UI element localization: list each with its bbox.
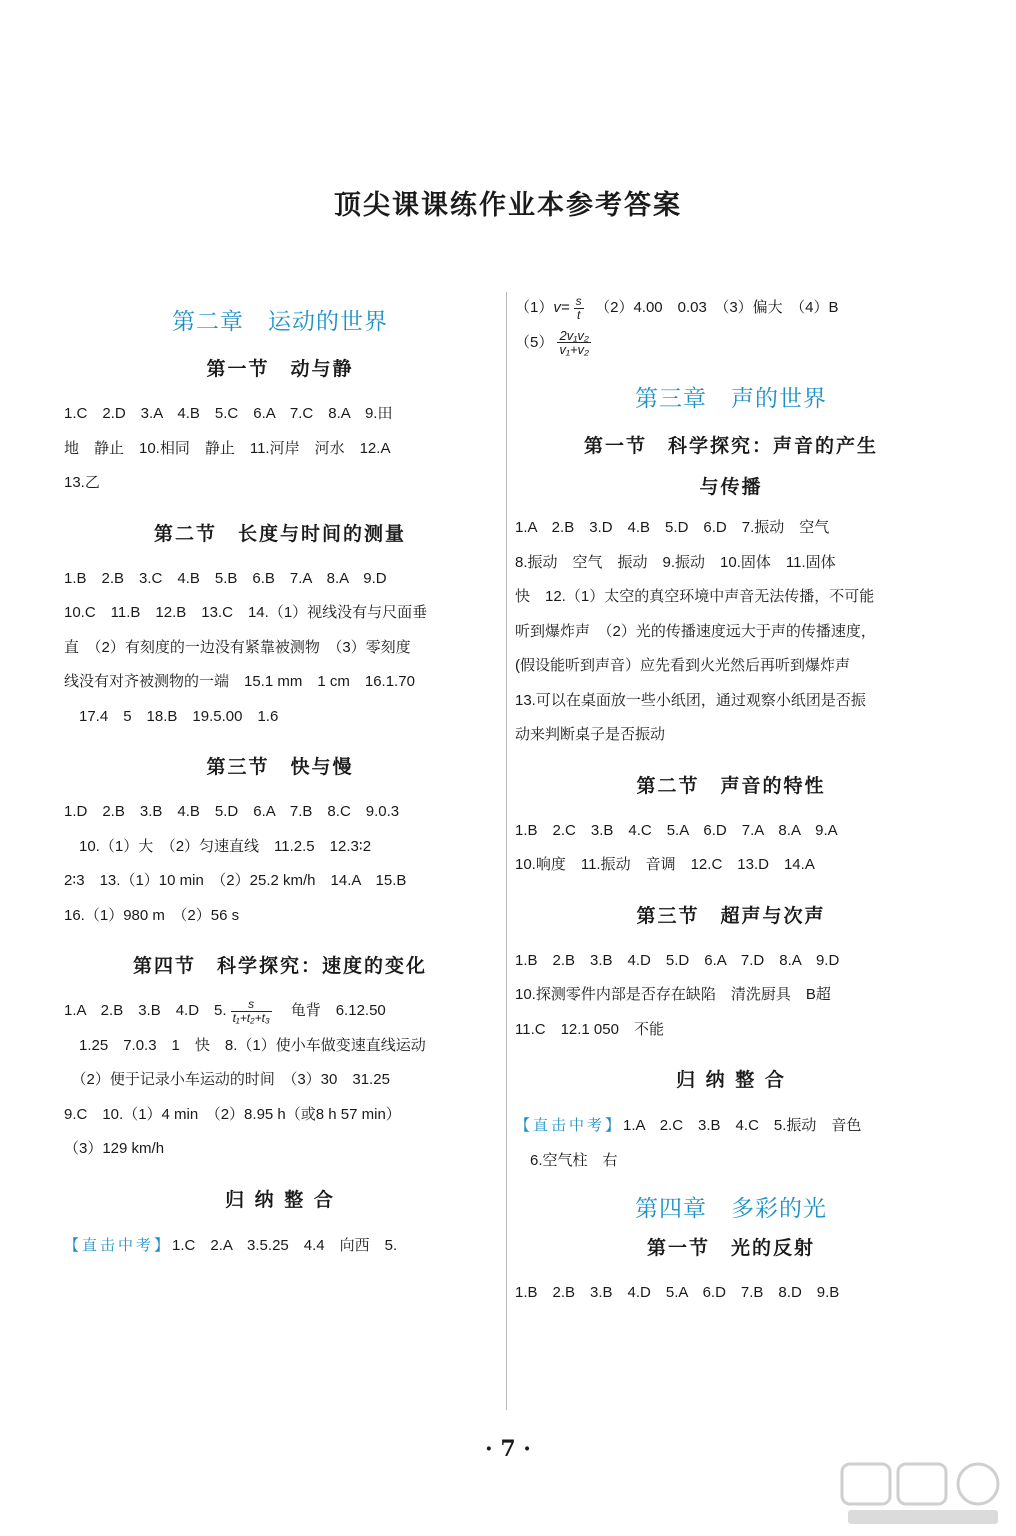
answers-block bbox=[64, 397, 496, 501]
section-heading: 第二节 长度与时间的测量 bbox=[153, 522, 406, 545]
answer-line bbox=[515, 1108, 947, 1144]
answer-line: 1.B 2.C 3.B 4.C 5.A 6.D 7.A 8.A 9.A bbox=[515, 821, 838, 839]
answer-line: 线没有对齐被测物的一端 15.1 mm 1 cm 16.1.70 bbox=[64, 673, 415, 690]
answer-line: 动来判断桌子是否振动 bbox=[515, 726, 666, 743]
fraction bbox=[574, 295, 584, 322]
answer-text: 1.A 2.B 3.B 4.D 5. bbox=[64, 1002, 227, 1019]
exam-tag: 【直击中考】 bbox=[515, 1116, 624, 1134]
answer-line: 10.C 11.B 12.B 13.C 14.（1）视线没有与尺面垂 bbox=[64, 604, 428, 621]
answer-line: 听到爆炸声 （2）光的传播速度远大于声的传播速度， bbox=[515, 622, 876, 640]
answers-block bbox=[64, 1228, 496, 1264]
answers-block bbox=[515, 1108, 947, 1178]
fraction bbox=[557, 329, 591, 356]
page-number: · 7 · bbox=[485, 1436, 531, 1462]
chapter-4-heading: 第四章 多彩的光 bbox=[635, 1196, 827, 1222]
page-title: 顶尖课课练作业本参考答案 bbox=[334, 190, 682, 221]
answers-block bbox=[515, 944, 947, 1048]
fraction-denominator: v₁+v₂ bbox=[559, 342, 589, 358]
answers-block bbox=[64, 795, 496, 933]
answer-text: （1） bbox=[515, 299, 554, 316]
answer-line: 1.B 2.B 3.B 4.D 5.A 6.D 7.B 8.D 9.B bbox=[515, 1284, 840, 1301]
answer-text: （2）4.00 0.03 （3）偏大 （4）B bbox=[587, 299, 839, 316]
answer-text: 1.C 2.A 3.5.25 4.4 向西 5. bbox=[172, 1236, 398, 1254]
fraction-numerator: s bbox=[575, 293, 582, 308]
chapter-3-heading: 第三章 声的世界 bbox=[635, 386, 827, 412]
fraction-denominator: t₁+t₂+t₃ bbox=[232, 1010, 270, 1025]
section-heading: 第三节 快与慢 bbox=[206, 756, 354, 778]
answer-line: 11.C 12.1 050 不能 bbox=[515, 1020, 664, 1038]
answer-line: 1.C 2.D 3.A 4.B 5.C 6.A 7.C 8.A 9.田 bbox=[64, 405, 393, 422]
section-heading: 第三节 超声与次声 bbox=[636, 904, 826, 927]
fraction bbox=[231, 998, 272, 1025]
answers-block bbox=[515, 1276, 947, 1311]
watermark-logo bbox=[838, 1460, 1008, 1530]
chapter-2-heading: 第二章 运动的世界 bbox=[172, 309, 388, 335]
answer-text: 1.A 2.C 3.B 4.C 5.振动 音色 bbox=[623, 1117, 862, 1134]
answer-line: 1.B 2.B 3.C 4.B 5.B 6.B 7.A 8.A 9.D bbox=[64, 569, 387, 587]
answer-line: 1.25 7.0.3 1 快 8.（1）使小车做变速直线运动 bbox=[64, 1036, 426, 1054]
answer-line: 9.C 10.（1）4 min （2）8.95 h（或8 h 57 min） bbox=[64, 1105, 401, 1123]
answer-line: 6.空气柱 右 bbox=[515, 1151, 618, 1169]
answers-block bbox=[515, 814, 947, 883]
answer-line: 8.振动 空气 振动 9.振动 10.固体 11.固体 bbox=[515, 553, 836, 571]
section-heading bbox=[515, 431, 947, 499]
answer-line: 13.乙 bbox=[64, 474, 100, 491]
section-title-line: 与传播 bbox=[699, 476, 763, 498]
answer-line: 1.D 2.B 3.B 4.B 5.D 6.A 7.B 8.C 9.0.3 bbox=[64, 803, 400, 820]
fraction-numerator: s bbox=[231, 998, 272, 1012]
answer-line: 10.（1）大 （2）匀速直线 11.2.5 12.3∶2 bbox=[64, 837, 372, 855]
section-heading: 归 纳 整 合 bbox=[676, 1069, 786, 1091]
answer-line: （2）便于记录小车运动的时间 （3）30 31.25 bbox=[64, 1071, 390, 1088]
fraction-denominator: t bbox=[576, 307, 581, 322]
section-heading: 第一节 动与静 bbox=[206, 358, 354, 380]
answer-line: 17.4 5 18.B 19.5.00 1.6 bbox=[64, 707, 279, 725]
answer-line: 2∶3 13.（1）10 min （2）25.2 km/h 14.A 15.B bbox=[64, 872, 407, 889]
answer-line: 快 12.（1）太空的真空环境中声音无法传播，不可能 bbox=[515, 588, 875, 605]
answer-line bbox=[515, 326, 947, 361]
section-heading: 归 纳 整 合 bbox=[225, 1188, 335, 1211]
answer-line: 1.A 2.B 3.D 4.B 5.D 6.D 7.振动 空气 bbox=[515, 519, 830, 536]
answers-block bbox=[515, 511, 947, 753]
column-divider bbox=[506, 292, 507, 1410]
answer-line: 13.可以在桌面放一些小纸团，通过观察小纸团是否振 bbox=[515, 691, 866, 709]
answer-line: 16.（1）980 m （2）56 s bbox=[64, 906, 240, 924]
answer-line: 1.B 2.B 3.B 4.D 5.D 6.A 7.D 8.A 9.D bbox=[515, 951, 840, 969]
fraction-numerator: 2v₁v₂ bbox=[557, 329, 591, 343]
answer-line: 直 （2）有刻度的一边没有紧靠被测物 （3）零刻度 bbox=[64, 638, 411, 656]
answer-line bbox=[64, 1228, 496, 1264]
answer-line: （3）129 km/h bbox=[64, 1140, 165, 1157]
answer-line bbox=[515, 291, 947, 326]
section-heading: 第一节 光的反射 bbox=[646, 1237, 815, 1259]
right-column bbox=[515, 295, 947, 1311]
answer-line: 10.探测零件内部是否存在缺陷 清洗厨具 B超 bbox=[515, 986, 831, 1003]
answers-block bbox=[64, 562, 496, 735]
answer-text: （5） bbox=[515, 333, 554, 351]
section-heading: 第二节 声音的特性 bbox=[636, 774, 826, 797]
answers-block bbox=[64, 994, 496, 1167]
answer-line bbox=[64, 994, 496, 1029]
section-title-line: 第一节 科学探究：声音的产生 bbox=[583, 435, 878, 457]
answer-line: 10.响度 11.振动 音调 12.C 13.D 14.A bbox=[515, 856, 815, 873]
answers-block bbox=[515, 291, 947, 360]
answer-line: 地 静止 10.相同 静止 11.河岸 河水 12.A bbox=[64, 439, 391, 457]
answer-line: (假设能听到声音）应先看到火光然后再听到爆炸声 bbox=[515, 657, 850, 674]
left-column bbox=[64, 295, 496, 1263]
answer-text: 龟背 6.12.50 bbox=[275, 1002, 386, 1019]
section-heading: 第四节 科学探究：速度的变化 bbox=[132, 955, 427, 977]
formula-text: v= bbox=[553, 299, 570, 316]
exam-tag: 【直击中考】 bbox=[64, 1235, 173, 1254]
